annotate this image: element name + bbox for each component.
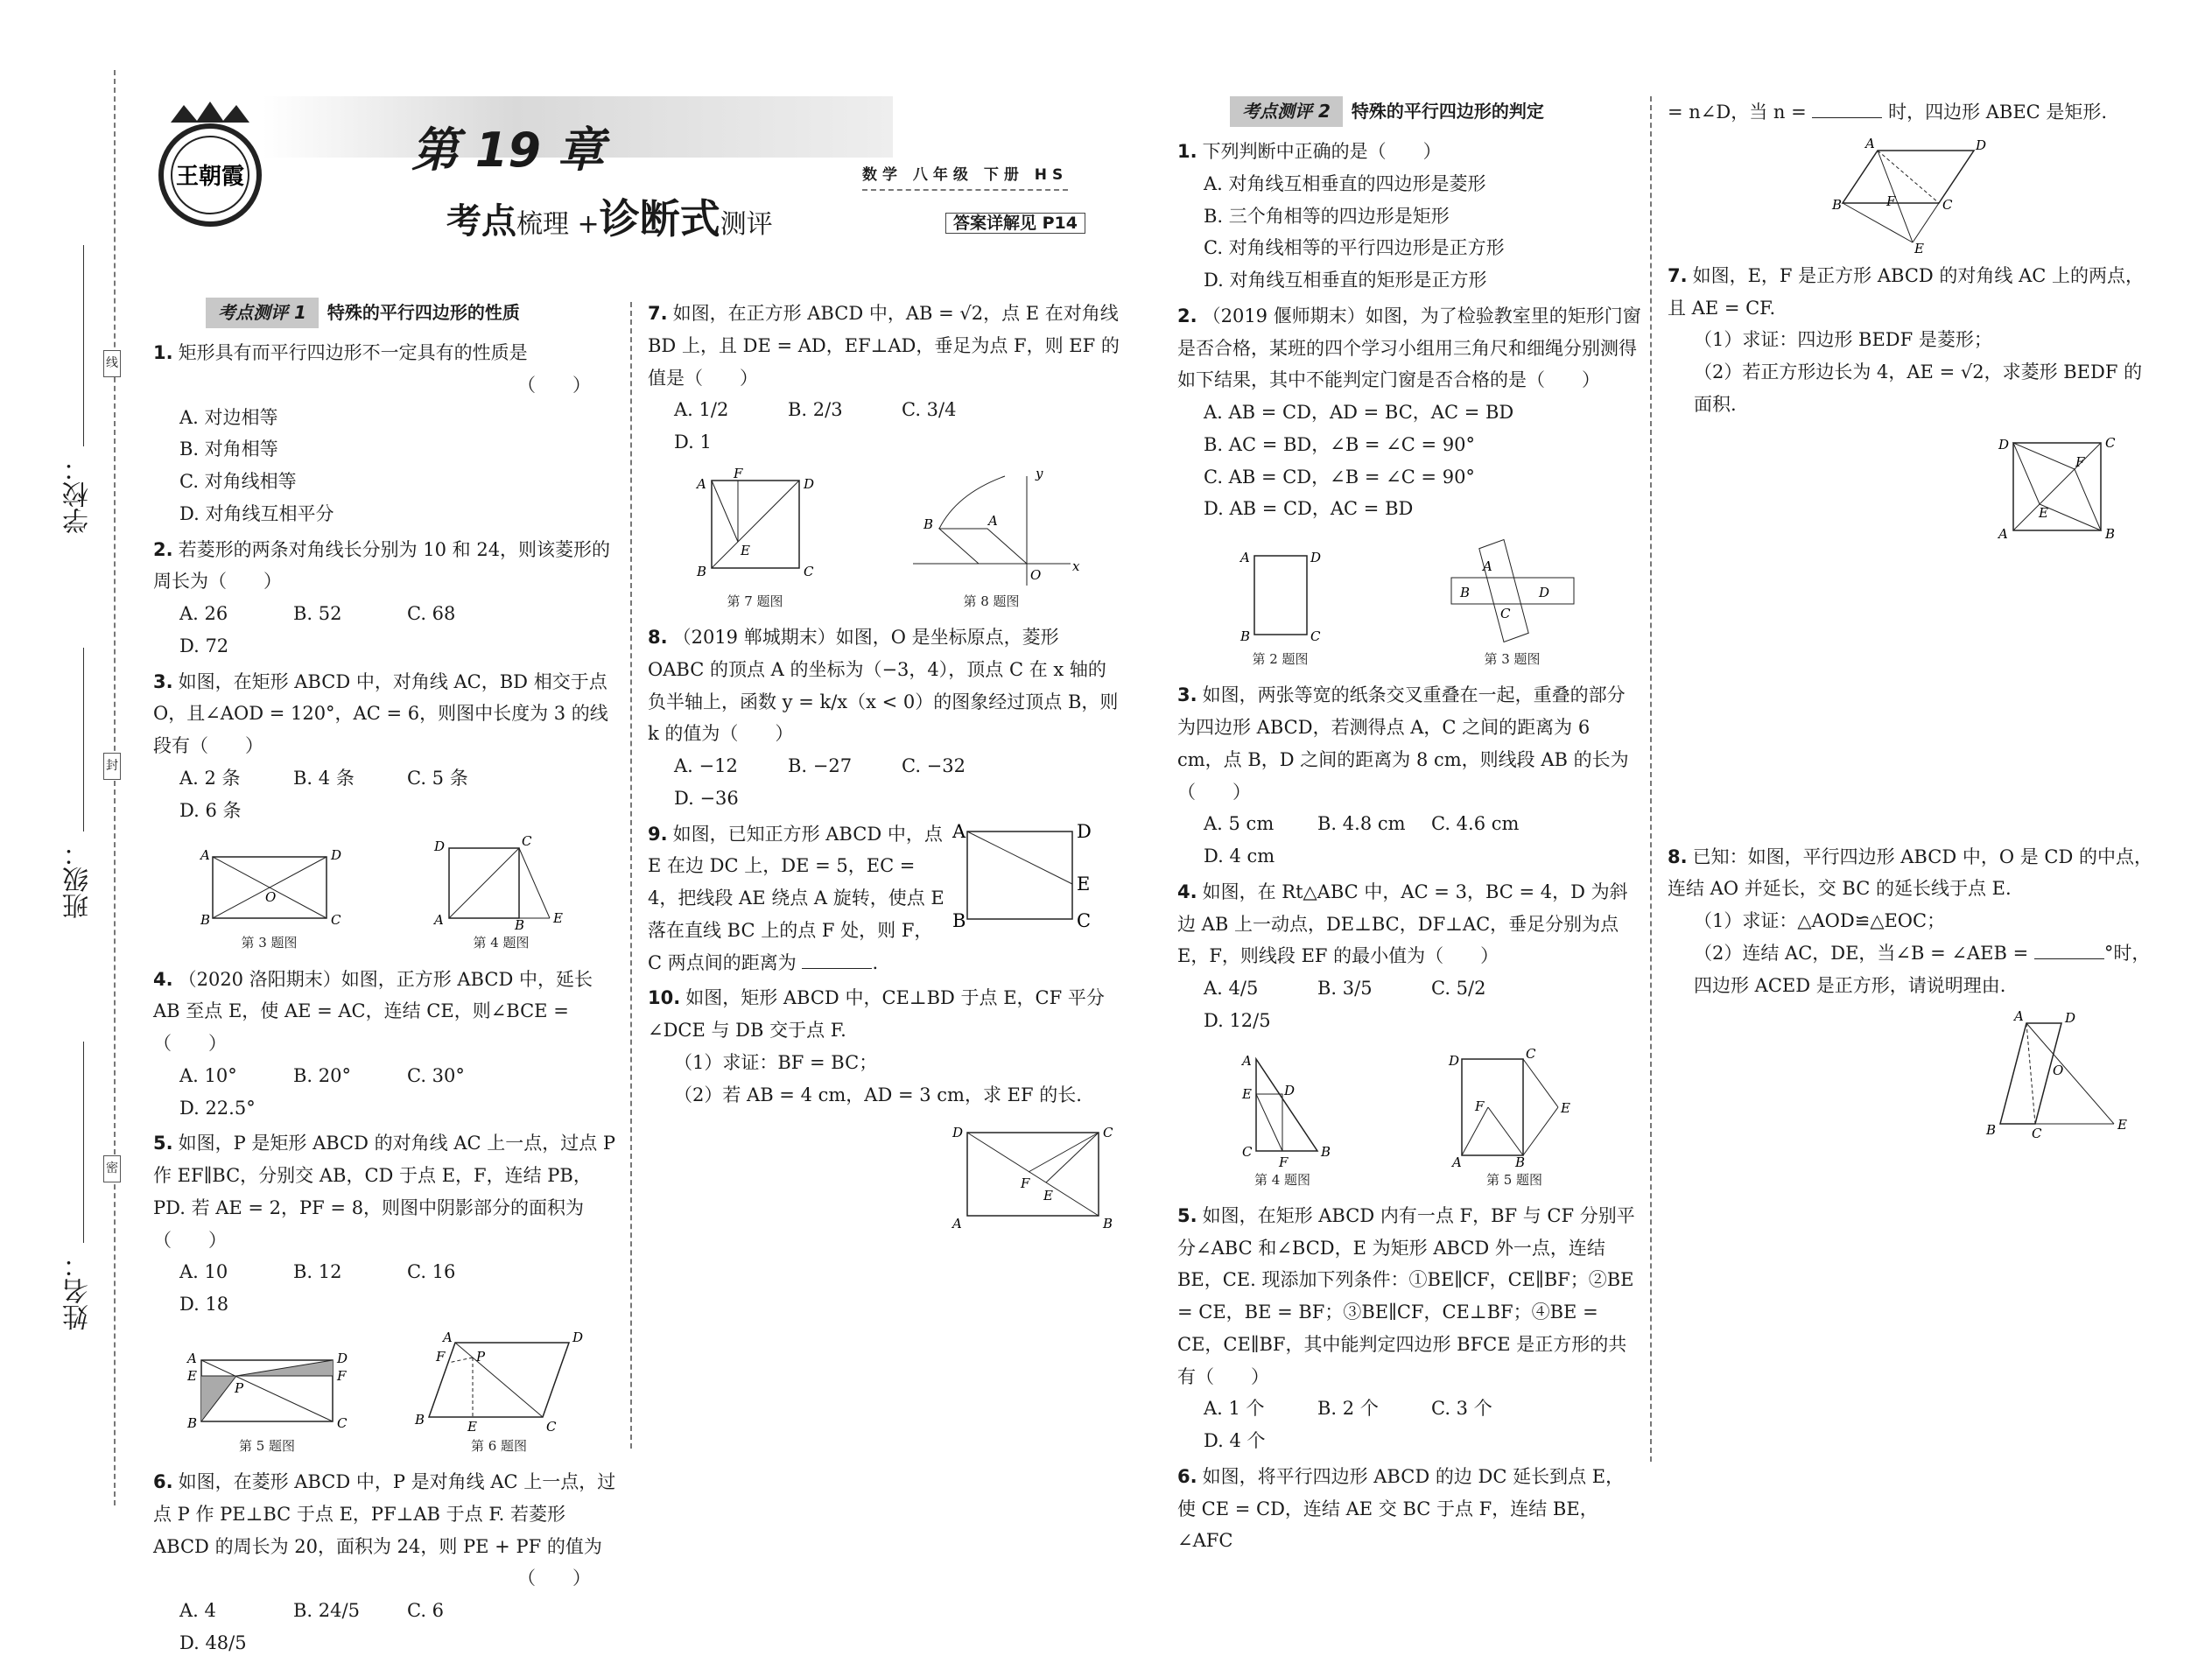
c3-question-4: 4. 如图，在 Rt△ABC 中，AC = 3，BC = 4，D 为斜边 AB 上一动点，DE⊥BC，DF⊥AC，垂足分别为点 E，F，则线段 EF 的最小值为（ ） A. 4/5 B. 3/5 C. 5/2 D. 12/5	[1177, 881, 1628, 1031]
svg-text:F: F	[2075, 453, 2085, 470]
question-8: 8. （2019 郸城期末）如图，O 是坐标原点，菱形 OABC 的顶点 A 的坐标为（−3，4），顶点 C 在 x 轴的负半轴上，函数 y = k/x（x < 0）的图象经过顶点 B，则 k 的值为（ ） A. −12 B. −27 C. −32 D. −36	[648, 627, 1119, 809]
svg-text:C: C	[1077, 909, 1092, 931]
figure-c3-6-wrap	[1668, 135, 2158, 256]
svg-text:F: F	[337, 1367, 347, 1384]
answer-reference: 答案详解见 P14	[945, 207, 1085, 239]
svg-text:D: D	[952, 1125, 964, 1141]
svg-text:B: B	[696, 563, 706, 579]
answer-space	[1668, 552, 2158, 841]
column-2	[648, 298, 1120, 1242]
svg-text:A: A	[200, 847, 210, 864]
svg-text:D: D	[1077, 820, 1092, 842]
figures-3-4	[153, 835, 617, 954]
c4-question-8: 8. 已知：如图，平行四边形 ABCD 中，O 是 CD 的中点，连结 AO 并延长，交 BC 的延长线于点 E. （1）求证：△AOD≌△EOC； （2）连结 AC，DE，当∠B = ∠AEB = °时，四边形 ACED 是正方形，请说明理由.	[1668, 846, 2152, 996]
svg-text:D: D	[1976, 137, 1987, 153]
svg-text:D: D	[433, 839, 445, 855]
svg-text:O: O	[2053, 1063, 2064, 1079]
svg-text:E: E	[2039, 504, 2048, 521]
q9-answer-blank[interactable]	[802, 968, 872, 969]
svg-text:C: C	[546, 1418, 557, 1435]
binding-line	[114, 70, 116, 1505]
q6-answer-blank[interactable]	[1812, 117, 1882, 118]
svg-text:B: B	[1239, 628, 1250, 644]
svg-text:F: F	[1886, 193, 1896, 209]
svg-text:F: F	[1475, 1098, 1485, 1114]
c3-question-1: 1. 下列判断中正确的是（ ） A. 对角线互相垂直的四边形是菱形 B. 三个角相等的四边形是矩形 C. 对角线相等的平行四边形是正方形 D. 对角线互相垂直的矩形是正方形	[1177, 141, 1505, 291]
class-label: 班级：	[63, 840, 94, 919]
svg-text:D: D	[803, 475, 814, 492]
svg-text:C: C	[2032, 1126, 2042, 1142]
section-2-heading: 考点测评 2 特殊的平行四边形的判定	[1230, 96, 1641, 127]
c4-question-7: 7. 如图，E，F 是正方形 ABCD 的对角线 AC 上的两点，且 AE = CF. （1）求证：四边形 BEDF 是菱形； （2）若正方形边长为 4，AE = √2，求菱形 BEDF 的面积.	[1668, 264, 2144, 415]
svg-text:E: E	[1561, 1099, 1570, 1116]
c3-figure-3: A B D C 第 3 题图	[1434, 534, 1591, 670]
question-10: 10. 如图，矩形 ABCD 中，CE⊥BD 于点 E，CF 平分∠DCE 与 DB 交于点 F. （1）求证：BF = BC； （2）若 AB = 4 cm，AD = 3 cm，求 EF 的长.	[648, 987, 1105, 1105]
q8-answer-blank[interactable]	[2034, 958, 2104, 959]
svg-text:B: B	[1832, 196, 1843, 213]
figures-c3-4-5	[1177, 1046, 1641, 1191]
svg-text:P: P	[476, 1348, 486, 1365]
svg-text:D: D	[337, 1350, 348, 1366]
svg-text:A: A	[1452, 1154, 1462, 1170]
figure-4: D C A B E 第 4 题图	[433, 833, 563, 951]
svg-text:A: A	[443, 1329, 453, 1345]
section-1-heading: 考点测评 1 特殊的平行四边形的性质	[206, 298, 617, 328]
column-4	[1668, 96, 2158, 1150]
svg-text:A: A	[2014, 1008, 2024, 1025]
school-line	[83, 245, 84, 446]
svg-text:D: D	[1310, 550, 1321, 565]
svg-text:C: C	[521, 833, 531, 850]
svg-text:D: D	[330, 847, 341, 864]
figure-9	[945, 818, 1103, 979]
svg-text:E: E	[1077, 873, 1091, 895]
svg-text:F: F	[1021, 1175, 1030, 1192]
logo-text: 王朝霞	[175, 164, 245, 190]
svg-text:C: C	[1526, 1045, 1536, 1062]
svg-text:F: F	[1279, 1154, 1289, 1170]
svg-text:A: A	[1482, 558, 1492, 574]
c3-question-6: 6. 如图，将平行四边形 ABCD 的边 DC 延长到点 E，使 CE = CD，连结 AE 交 BC 于点 F，连结 BE，∠AFC	[1177, 1465, 1625, 1552]
svg-text:B: B	[1321, 1143, 1331, 1160]
chapter-subtitle: 考点梳理 +诊断式测评	[446, 195, 773, 242]
svg-text:x: x	[1071, 558, 1079, 574]
figures-c3-2-3	[1177, 534, 1641, 670]
svg-text:B: B	[952, 909, 966, 931]
svg-text:B: B	[200, 912, 210, 929]
svg-text:A: A	[1242, 1052, 1252, 1069]
name-label: 姓名：	[63, 1252, 94, 1330]
margin-mark-secret: 密	[103, 1155, 121, 1182]
svg-text:B: B	[514, 917, 524, 934]
svg-text:A: A	[187, 1350, 197, 1366]
svg-text:E: E	[1242, 1085, 1252, 1102]
svg-text:D: D	[572, 1329, 584, 1345]
chapter-title: 第 19 章	[411, 123, 605, 178]
svg-text:B: B	[1459, 585, 1470, 600]
question-2: 2. 若菱形的两条对角线长分别为 10 和 24，则该菱形的周长为（ ） A. 26 B. 52 C. 68 D. 72	[153, 538, 611, 656]
c3-figure-5: D C F E A B 第 5 题图	[1449, 1045, 1570, 1188]
svg-text:C: C	[1310, 628, 1320, 644]
svg-text:C: C	[1942, 196, 1953, 213]
c4-figure-7	[1991, 430, 2123, 544]
svg-text:B: B	[415, 1411, 425, 1428]
svg-text:A: A	[1998, 525, 2008, 542]
svg-text:A: A	[1239, 550, 1250, 565]
class-line	[83, 648, 84, 832]
figures-5-6	[153, 1330, 617, 1457]
figure-10	[945, 1119, 1120, 1233]
svg-text:B: B	[1986, 1122, 1997, 1139]
svg-text:A: A	[696, 475, 706, 492]
c4-figure-8	[1983, 1010, 2131, 1141]
figure-6: A D F P B E C 第 6 题图	[415, 1329, 584, 1454]
column-3	[1177, 96, 1641, 1561]
svg-text:C: C	[330, 912, 341, 929]
c3-figure-4: A E D C F B 第 4 题图	[1242, 1052, 1331, 1188]
svg-text:F: F	[733, 465, 742, 481]
c3-figure-6	[1832, 135, 1991, 256]
figure-5: A D E F B C P 第 5 题图	[187, 1350, 348, 1454]
question-9: 9. 如图，已知正方形 ABCD 中，点 E 在边 DC 上，DE = 5，EC = 4，把线段 AE 绕点 A 旋转，使点 E 落在直线 BC 上的点 F 处，则 F，C 两点间的距离为 . A D E B C	[648, 818, 1120, 979]
svg-text:E: E	[1914, 240, 1924, 256]
svg-text:B: B	[2105, 525, 2116, 542]
c3-question-5: 5. 如图，在矩形 ABCD 内有一点 F，BF 与 CF 分别平分∠ABC 和∠BCD，E 为矩形 ABCD 外一点，连结 BE，CE. 现添加下列条件：①BE∥CF，CE∥BF；②BE = CE，BE = BF；③BE∥CF，CE⊥BF；④BE = CE，CE∥BF，其中能判定四边形 BFCE 是正方形的共有（ ） A. 1 个 B. 2 个 C. 3 个 D. 4 个	[1177, 1204, 1635, 1451]
svg-text:C: C	[1499, 606, 1510, 621]
question-1: 1. 矩形具有而平行四边形不一定具有的性质是 （ ） A. 对边相等 B. 对角相等 C. 对角线相等 D. 对角线互相平分	[153, 342, 591, 524]
svg-text:F: F	[436, 1348, 446, 1365]
svg-text:B: B	[1515, 1154, 1526, 1170]
margin-mark-seal: 封	[103, 753, 121, 780]
c3-question-3: 3. 如图，两张等宽的纸条交叉重叠在一起，重叠的部分为四边形 ABCD，若测得点 A，C 之间的距离为 6 cm，点 B，D 之间的距离为 8 cm，则线段 AB 的长为（ ） A. 5 cm B. 4.8 cm C. 4.6 cm D. 4 cm	[1177, 684, 1629, 867]
svg-text:D: D	[1284, 1082, 1296, 1098]
svg-text:C: C	[1103, 1125, 1113, 1141]
svg-text:B: B	[1103, 1216, 1113, 1232]
figure-c4-8-wrap	[1668, 1010, 2158, 1141]
figures-7-8	[648, 467, 1120, 613]
svg-text:C: C	[803, 563, 813, 579]
svg-text:D: D	[2065, 1010, 2076, 1027]
column-divider-3	[1650, 96, 1652, 1462]
question-4: 4. （2020 洛阳期末）如图，正方形 ABCD 中，延长 AB 至点 E，使 AE = AC，连结 CE，则∠BCE =（ ） A. 10° B. 20° C. 30° D. 22.5°	[153, 968, 593, 1119]
column-divider-1	[630, 302, 632, 1449]
svg-text:D: D	[1538, 585, 1549, 600]
svg-text:D: D	[1449, 1052, 1460, 1069]
svg-text:E: E	[187, 1367, 197, 1384]
svg-text:A: A	[433, 912, 444, 929]
column-1	[153, 298, 617, 1663]
figure-7: A F D B E C 第 7 题图	[696, 465, 814, 609]
question-3: 3. 如图，在矩形 ABCD 中，对角线 AC，BD 相交于点 O，且∠AOD = 120°，AC = 6，则图中长度为 3 的线段有（ ） A. 2 条 B. 4 条 C. 5 条 D. 6 条	[153, 670, 608, 821]
c3-figure-2: A D B C 第 2 题图	[1239, 550, 1321, 667]
svg-text:E: E	[740, 542, 750, 558]
publisher-logo	[149, 96, 271, 238]
school-label: 学校：	[63, 455, 94, 534]
svg-text:E: E	[2117, 1117, 2127, 1133]
svg-text:B: B	[187, 1414, 198, 1431]
svg-text:B: B	[923, 516, 933, 532]
figure-10-wrap	[648, 1119, 1120, 1233]
svg-text:A: A	[987, 512, 998, 529]
name-line	[83, 1042, 84, 1243]
svg-text:O: O	[264, 889, 276, 906]
c3-question-6-continued: = n∠D，当 n = 时，四边形 ABEC 是矩形.	[1668, 102, 2108, 123]
question-6: 6. 如图，在菱形 ABCD 中，P 是对角线 AC 上一点，过点 P 作 PE⊥BC 于点 E，PF⊥AB 于点 F. 若菱形 ABCD 的周长为 20，面积为 24，则 PE + PF 的值为 （ ） A. 4 B. 24/5 C. 6 D. 48/5	[153, 1471, 616, 1653]
question-7: 7. 如图，在正方形 ABCD 中，AB = √2，点 E 在对角线 BD 上，且 DE = AD，EF⊥AD，垂足为点 F，则 EF 的值是（ ） A. 1/2 B. 2/3 C. 3/4 D. 1	[648, 303, 1120, 453]
c3-question-2: 2. （2019 偃师期末）如图，为了检验教室里的矩形门窗是否合格，某班的四个学习小组用三角尺和细绳分别测得如下结果，其中不能判定门窗是否合格的是（ ） A. AB = CD，AD = BC，AC = BD B. AC = BD，∠B = ∠C = 90° C. AB = CD，∠B = ∠C = 90° D. AB = CD，AC = BD	[1177, 305, 1641, 520]
svg-text:A: A	[952, 820, 966, 842]
svg-text:A: A	[952, 1216, 962, 1232]
svg-text:E: E	[552, 910, 563, 927]
svg-text:E: E	[1043, 1188, 1053, 1204]
grade-info: 数学 八年级 下册 HS	[862, 163, 1068, 191]
svg-text:P: P	[235, 1379, 244, 1396]
figure-3: A D B C O 第 3 题图	[200, 847, 341, 951]
svg-text:C: C	[2105, 434, 2116, 451]
svg-text:C: C	[337, 1414, 348, 1431]
figure-8: B A y x O 第 8 题图	[923, 465, 1079, 609]
svg-text:y: y	[1035, 465, 1043, 481]
question-5: 5. 如图，P 是矩形 ABCD 的对角线 AC 上一点，过点 P 作 EF∥BC，分别交 AB，CD 于点 E，F，连结 PB，PD. 若 AE = 2，PF = 8，则图中阴影部分的面积为（ ） A. 10 B. 12 C. 16 D. 18	[153, 1133, 616, 1315]
figure-c4-7-wrap	[1668, 430, 2158, 544]
svg-text:C: C	[1242, 1143, 1253, 1160]
svg-text:O: O	[1029, 566, 1041, 583]
svg-text:A: A	[1865, 135, 1875, 151]
svg-text:E: E	[467, 1418, 477, 1435]
margin-mark-line: 线	[103, 350, 121, 377]
svg-text:D: D	[1998, 436, 2010, 453]
